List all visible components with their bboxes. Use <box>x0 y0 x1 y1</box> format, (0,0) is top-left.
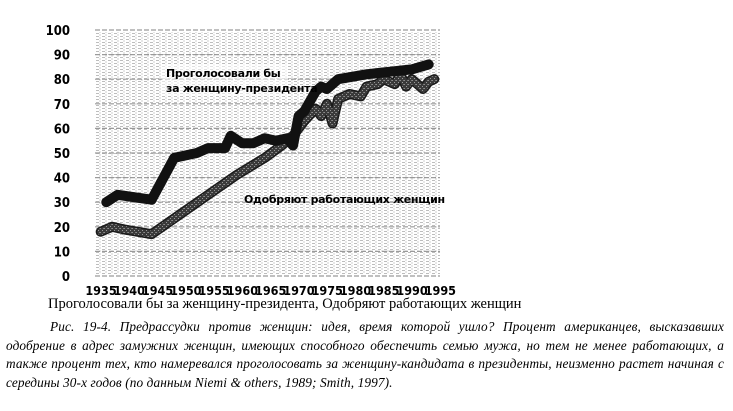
series-label-vote: за женщину-президента <box>166 82 318 95</box>
x-tick-label: 1980 <box>339 283 372 298</box>
y-tick-label: 60 <box>53 122 70 138</box>
x-tick-label: 1970 <box>283 283 315 298</box>
y-tick-label: 30 <box>53 196 70 212</box>
y-tick-label: 70 <box>53 97 70 113</box>
y-tick-label: 100 <box>45 24 70 39</box>
x-tick-label: 1985 <box>368 283 400 298</box>
y-tick-label: 10 <box>53 245 70 261</box>
x-tick-label: 1935 <box>85 283 117 298</box>
x-tick-label: 1960 <box>226 283 259 298</box>
x-tick-label: 1990 <box>396 283 428 298</box>
y-tick-label: 90 <box>53 48 70 64</box>
series-label-vote: Проголосовали бы <box>166 67 281 80</box>
x-tick-label: 1945 <box>141 283 174 298</box>
x-tick-label: 1995 <box>424 283 457 298</box>
y-tick-label: 80 <box>53 73 70 89</box>
figure-legend-caption: Проголосовали бы за женщину-президента, Одобряют работающих женщин <box>48 296 522 312</box>
x-tick-label: 1950 <box>170 283 202 298</box>
x-tick-label: 1965 <box>255 283 287 298</box>
series-label-approve: Одобряют работающих женщин <box>244 193 445 206</box>
figure-caption: Рис. 19-4. Предрассудки против женщин: идея, время которой ушло? Процент американцев, высказавших одобрение в адрес замужних женщин, имеющих способного обеспечить семью мужа, но тем не менее работающих, а также процент тех, кто намеревался проголосовать за женщину-кандидата в президенты, неизменно растет начиная с середины 30-х годов (по данным Niemi & others, 1989; Smith, 1997). <box>6 319 724 390</box>
y-axis <box>46 24 70 285</box>
y-tick-label: 0 <box>61 270 70 285</box>
x-tick-label: 1940 <box>113 283 145 298</box>
y-tick-label: 20 <box>53 220 70 236</box>
x-tick-label: 1975 <box>311 283 343 298</box>
y-tick-label: 50 <box>53 147 70 162</box>
y-tick-label: 40 <box>53 171 70 187</box>
x-tick-label: 1955 <box>198 283 230 298</box>
